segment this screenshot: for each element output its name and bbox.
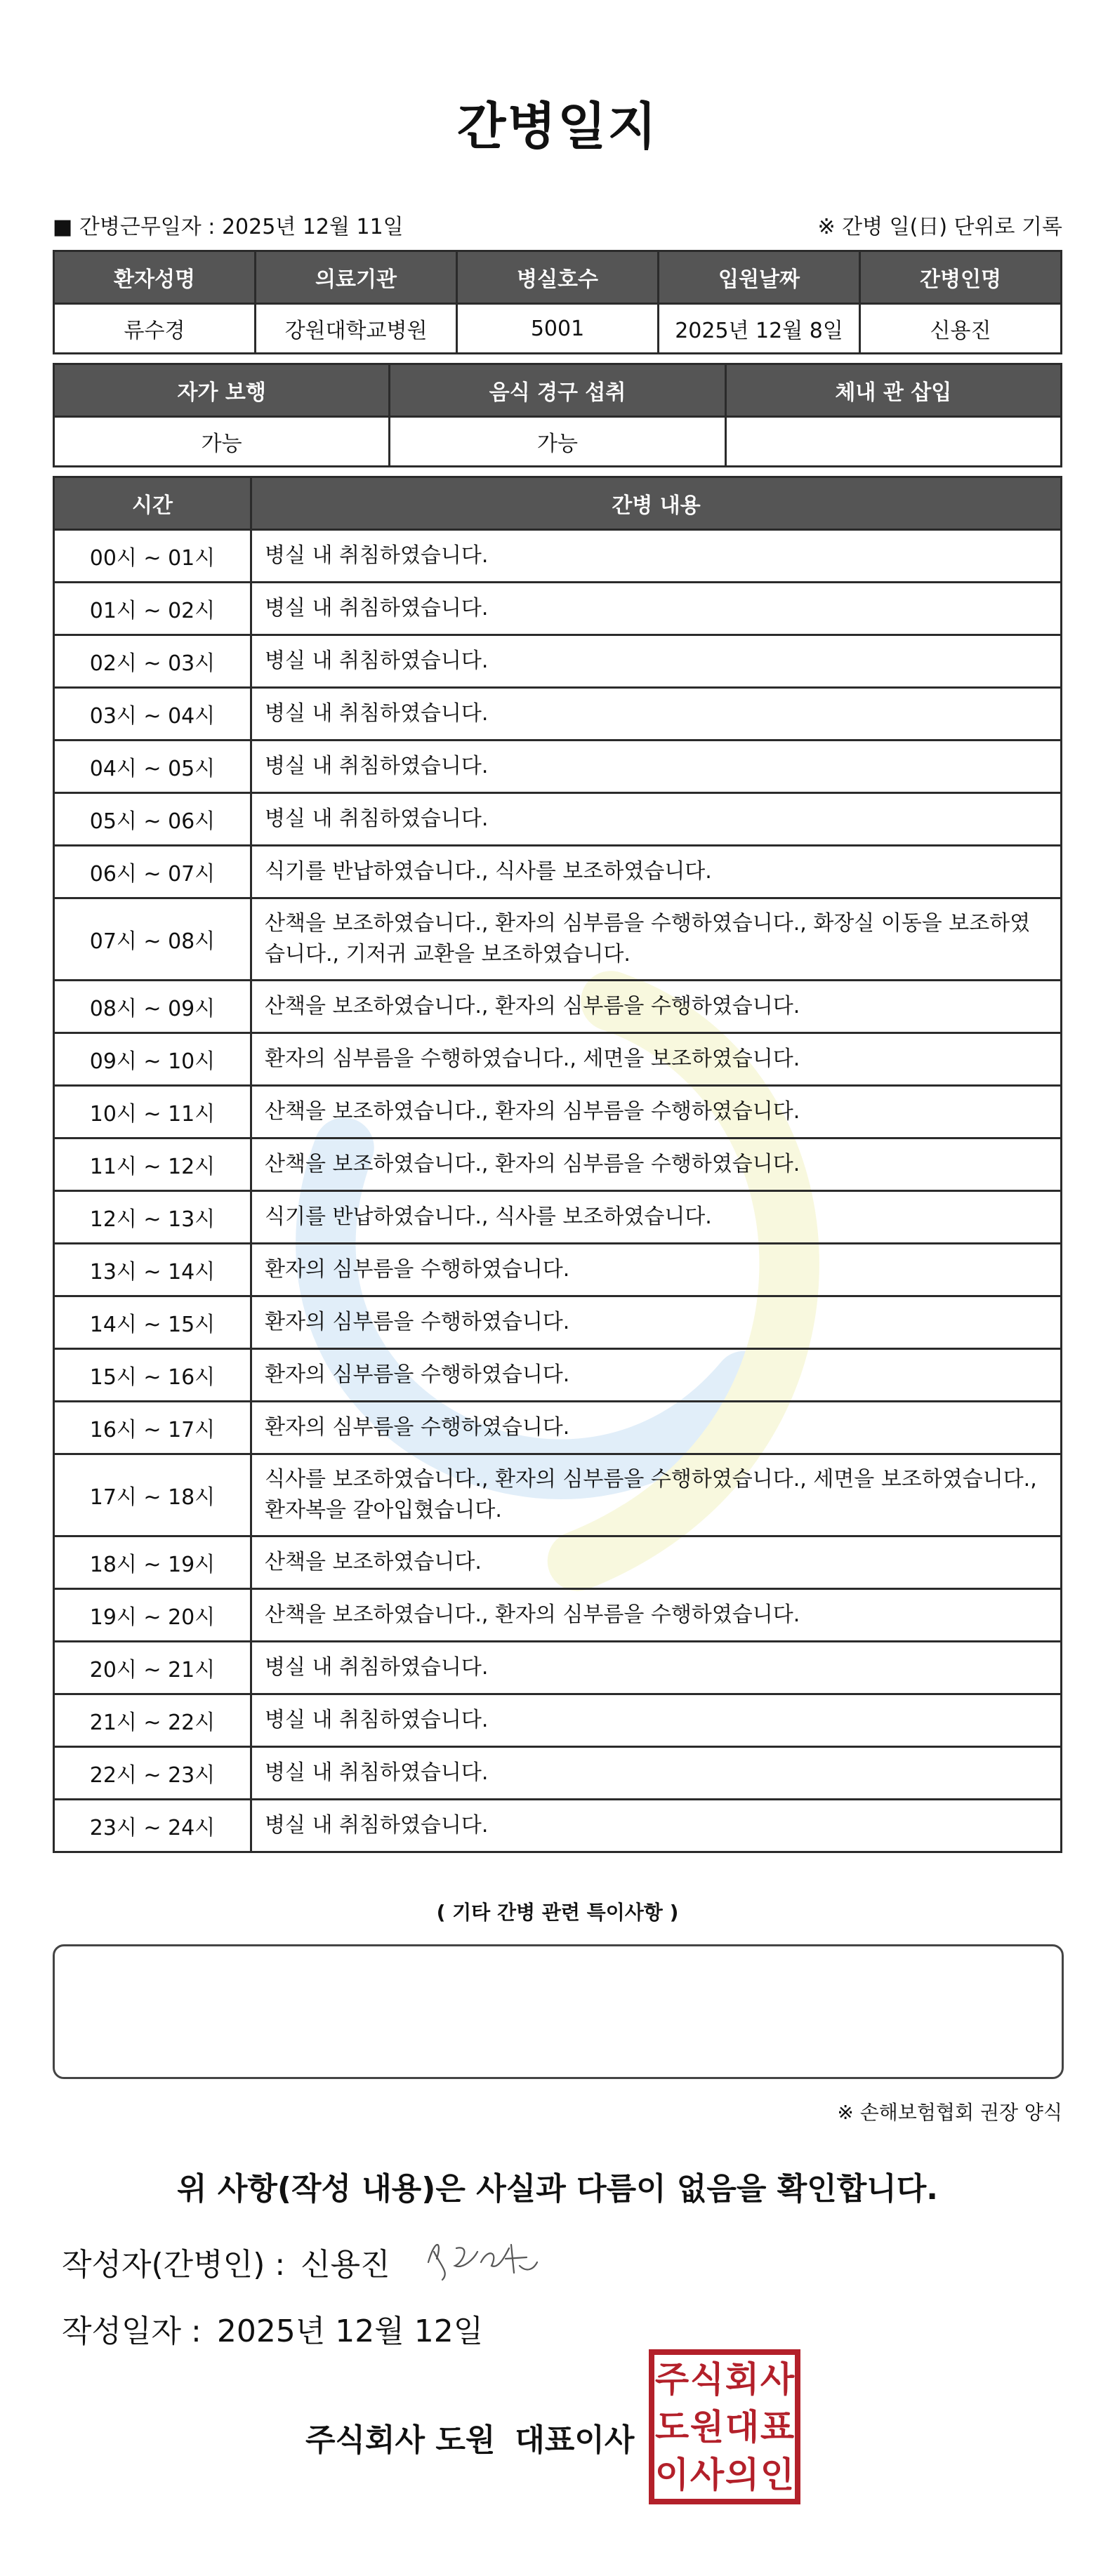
header-tube-insertion: 체내 관 삽입: [725, 364, 1061, 417]
svg-text:식: 식: [690, 2359, 725, 2400]
log-time: 12시 ~ 13시: [54, 1191, 251, 1244]
log-content: 병실 내 취침하였습니다.: [251, 1694, 1062, 1747]
log-time: 09시 ~ 10시: [54, 1033, 251, 1086]
log-content: 산책을 보조하였습니다., 환자의 심부름을 수행하였습니다.: [251, 1589, 1062, 1642]
company-seal-stamp: [647, 2348, 802, 2506]
svg-text:표: 표: [760, 2407, 795, 2448]
svg-text:회: 회: [725, 2359, 760, 2400]
log-time: 04시 ~ 05시: [54, 741, 251, 793]
log-time: 20시 ~ 21시: [54, 1642, 251, 1694]
log-content: 환자의 심부름을 수행하였습니다.: [251, 1244, 1062, 1296]
log-time: 06시 ~ 07시: [54, 846, 251, 898]
writer-label: 작성자(간병인) :: [62, 2247, 286, 2283]
log-content: 환자의 심부름을 수행하였습니다.: [251, 1296, 1062, 1349]
log-time: 01시 ~ 02시: [54, 583, 251, 635]
table-row: [54, 741, 1062, 793]
log-time: 02시 ~ 03시: [54, 635, 251, 688]
company-name: 주식회사 도원: [305, 2422, 496, 2458]
log-content: 산책을 보조하였습니다., 환자의 심부름을 수행하였습니다., 화장실 이동을 보조하였습니다., 기저귀 교환을 보조하였습니다.: [251, 898, 1062, 981]
table-row: [54, 635, 1062, 688]
caregiver-name: 신용진: [860, 304, 1062, 354]
hospital: 강원대학교병원: [256, 304, 457, 354]
log-content: 병실 내 취침하였습니다.: [251, 583, 1062, 635]
patient-name: 류수경: [54, 304, 256, 354]
log-time: 16시 ~ 17시: [54, 1402, 251, 1454]
table-row: [54, 1402, 1062, 1454]
log-time: 22시 ~ 23시: [54, 1747, 251, 1800]
header-time: 시간: [54, 477, 251, 530]
svg-text:이: 이: [654, 2455, 690, 2495]
log-content: 병실 내 취침하였습니다.: [251, 688, 1062, 741]
log-content: 환자의 심부름을 수행하였습니다.: [251, 1402, 1062, 1454]
svg-text:의: 의: [725, 2455, 760, 2495]
log-content: 식사를 보조하였습니다., 환자의 심부름을 수행하였습니다., 세면을 보조하였습니다., 환자복을 갈아입혔습니다.: [251, 1454, 1062, 1536]
table-row: [54, 1138, 1062, 1191]
writer-line: [62, 2239, 390, 2284]
log-time: 21시 ~ 22시: [54, 1694, 251, 1747]
log-content: 병실 내 취침하였습니다.: [251, 530, 1062, 583]
write-date-line: [62, 2306, 483, 2351]
table-row: [54, 1349, 1062, 1402]
care-log-table: [53, 476, 1062, 1853]
header-hospital: 의료기관: [256, 251, 457, 304]
header-self-walking: 자가 보행: [54, 364, 390, 417]
svg-text:대: 대: [725, 2407, 760, 2448]
daily-record-note: ※ 간병 일(日) 단위로 기록: [817, 215, 1062, 239]
log-time: 05시 ~ 06시: [54, 793, 251, 846]
table-row: [54, 530, 1062, 583]
log-content: 산책을 보조하였습니다., 환자의 심부름을 수행하였습니다.: [251, 1086, 1062, 1138]
log-time: 19시 ~ 20시: [54, 1589, 251, 1642]
svg-text:도: 도: [654, 2407, 690, 2448]
table-row: [54, 1086, 1062, 1138]
log-content: 환자의 심부름을 수행하였습니다.: [251, 1349, 1062, 1402]
log-time: 14시 ~ 15시: [54, 1296, 251, 1349]
table-row: [54, 1454, 1062, 1536]
log-time: 00시 ~ 01시: [54, 530, 251, 583]
company-line: [305, 2415, 634, 2459]
table-row: [54, 1642, 1062, 1694]
patient-info-table: [53, 250, 1062, 354]
header-care-content: 간병 내용: [251, 477, 1062, 530]
table-row: [54, 846, 1062, 898]
form-source-note: ※ 손해보험협회 권장 양식: [837, 2101, 1062, 2124]
svg-text:주: 주: [654, 2359, 690, 2400]
special-notes-title: ( 기타 간병 관련 특이사항 ): [436, 1901, 679, 1924]
header-patient-name: 환자성명: [54, 251, 256, 304]
header-oral-intake: 음식 경구 섭취: [390, 364, 725, 417]
patient-status-table: [53, 363, 1062, 467]
log-content: 산책을 보조하였습니다., 환자의 심부름을 수행하였습니다.: [251, 1138, 1062, 1191]
log-content: 산책을 보조하였습니다., 환자의 심부름을 수행하였습니다.: [251, 981, 1062, 1033]
admission-date: 2025년 12월 8일: [659, 304, 860, 354]
header-admission-date: 입원날짜: [659, 251, 860, 304]
table-row: [54, 981, 1062, 1033]
tube-insertion: [725, 417, 1061, 467]
table-row: [54, 1800, 1062, 1852]
log-content: 식기를 반납하였습니다., 식사를 보조하였습니다.: [251, 1191, 1062, 1244]
oral-intake: 가능: [390, 417, 725, 467]
table-row: [54, 793, 1062, 846]
log-content: 환자의 심부름을 수행하였습니다., 세면을 보조하였습니다.: [251, 1033, 1062, 1086]
log-time: 18시 ~ 19시: [54, 1536, 251, 1589]
log-content: 병실 내 취침하였습니다.: [251, 1747, 1062, 1800]
table-row: [54, 1033, 1062, 1086]
log-time: 07시 ~ 08시: [54, 898, 251, 981]
svg-text:사: 사: [690, 2455, 725, 2495]
log-time: 17시 ~ 18시: [54, 1454, 251, 1536]
handwritten-signature: [421, 2231, 541, 2287]
write-date-value: 2025년 12월 12일: [216, 2313, 484, 2349]
log-time: 13시 ~ 14시: [54, 1244, 251, 1296]
work-date: [53, 209, 404, 240]
log-content: 식기를 반납하였습니다., 식사를 보조하였습니다.: [251, 846, 1062, 898]
company-representative: 대표이사: [515, 2422, 635, 2458]
table-row: [54, 1747, 1062, 1800]
confirmation-statement: 위 사항(작성 내용)은 사실과 다름이 없음을 확인합니다.: [177, 2171, 938, 2207]
writer-name: 신용진: [301, 2247, 390, 2283]
table-row: [54, 1296, 1062, 1349]
svg-text:원: 원: [690, 2407, 725, 2448]
table-row: [54, 583, 1062, 635]
svg-text:인: 인: [760, 2455, 795, 2495]
self-walking: 가능: [54, 417, 390, 467]
table-row: [54, 1191, 1062, 1244]
table-row: [54, 1536, 1062, 1589]
log-content: 병실 내 취침하였습니다.: [251, 793, 1062, 846]
work-date-value: 2025년 12월 11일: [221, 215, 404, 239]
log-time: 15시 ~ 16시: [54, 1349, 251, 1402]
log-time: 08시 ~ 09시: [54, 981, 251, 1033]
log-time: 10시 ~ 11시: [54, 1086, 251, 1138]
special-notes-box: [53, 1944, 1064, 2079]
log-content: 병실 내 취침하였습니다.: [251, 741, 1062, 793]
write-date-label: 작성일자 :: [62, 2313, 202, 2349]
log-time: 23시 ~ 24시: [54, 1800, 251, 1852]
log-time: 11시 ~ 12시: [54, 1138, 251, 1191]
page-title: 간병일지: [456, 97, 659, 156]
log-content: 산책을 보조하였습니다.: [251, 1536, 1062, 1589]
table-row: [54, 1244, 1062, 1296]
header-room-number: 병실호수: [457, 251, 659, 304]
work-date-label: ■ 간병근무일자 :: [53, 215, 216, 239]
table-row: [54, 688, 1062, 741]
table-row: [54, 898, 1062, 981]
room-number: 5001: [457, 304, 659, 354]
svg-text:사: 사: [760, 2359, 795, 2400]
table-row: [54, 1694, 1062, 1747]
header-caregiver-name: 간병인명: [860, 251, 1062, 304]
log-content: 병실 내 취침하였습니다.: [251, 1800, 1062, 1852]
table-row: [54, 1589, 1062, 1642]
log-content: 병실 내 취침하였습니다.: [251, 635, 1062, 688]
log-content: 병실 내 취침하였습니다.: [251, 1642, 1062, 1694]
log-time: 03시 ~ 04시: [54, 688, 251, 741]
